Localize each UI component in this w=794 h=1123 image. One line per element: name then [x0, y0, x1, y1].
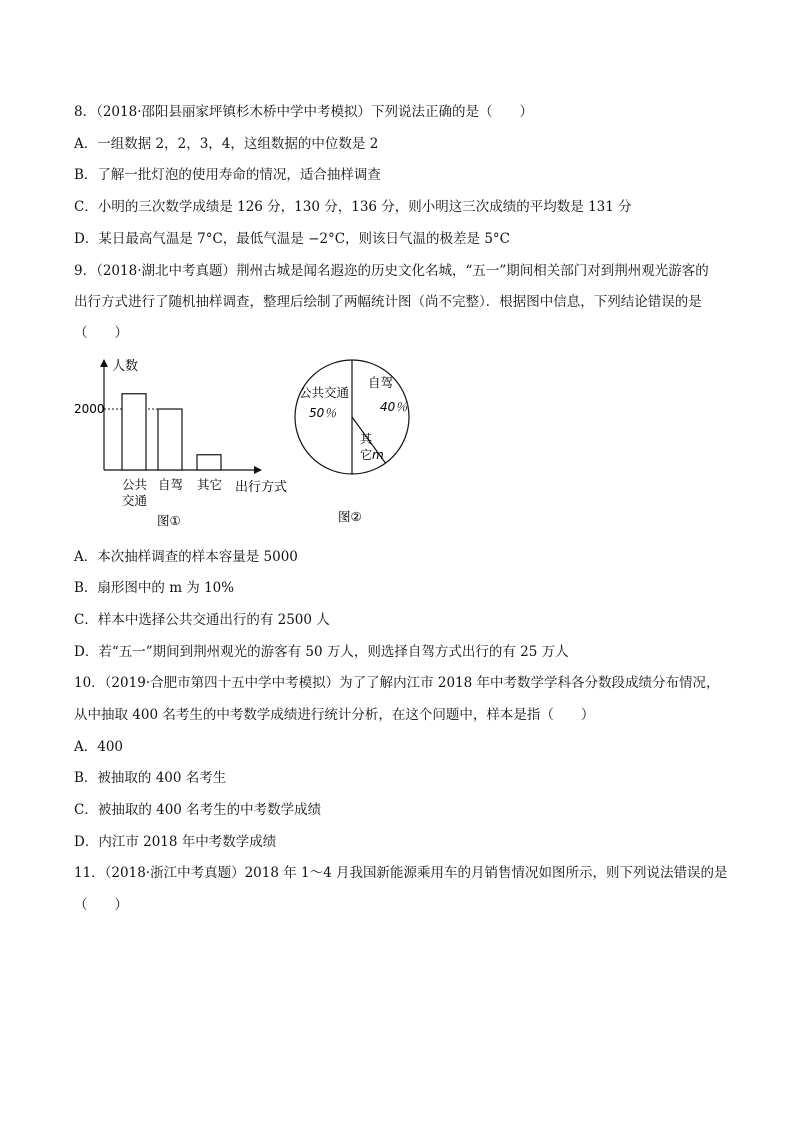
bar-category-label-2: 其它	[197, 477, 223, 492]
bar-chart	[74, 358, 287, 528]
q9-option-b: B．扇形图中的 m 为 10%	[74, 580, 235, 596]
q8-option-c: C．小明的三次数学成绩是 126 分，130 分，136 分，则小明这三次成绩的平均数是 131 分	[74, 199, 632, 215]
pie-value-selfdrive: 40％	[380, 400, 408, 414]
bar-x-axis-arrow	[254, 466, 262, 474]
q9-option-d: D．若“五一”期间到荆州观光的游客有 50 万人，则选择自驾方式出行的有 25 万人	[74, 644, 569, 660]
bar-y-axis-arrow	[100, 359, 108, 367]
q10-option-c: C．被抽取的 400 名考生的中考数学成绩	[74, 802, 322, 818]
q8-option-d: D．某日最高气温是 7°C，最低气温是 −2°C，则该日气温的极差是 5°C	[74, 231, 511, 247]
q9-stem-line3: （ ）	[74, 325, 128, 341]
pie-label-public: 公共交通	[299, 385, 350, 400]
bar-xlabel: 出行方式	[235, 480, 288, 495]
bar-0	[122, 394, 146, 470]
q10-option-a: A．400	[74, 739, 124, 755]
q11-stem-line1: 11．（2018·浙江中考真题）2018 年 1～4 月我国新能源乘用车的月销售情况如图所示，则下列说法错误的是	[74, 865, 728, 881]
bar-2	[197, 455, 221, 470]
q9-figures	[0, 345, 794, 545]
pie-caption: 图②	[338, 509, 362, 524]
bar-category-label-0-line2: 交通	[122, 493, 148, 508]
q10-stem-line1: 10．（2019·合肥市第四十五中学中考模拟）为了了解内江市 2018 年中考数学学科各分数段成绩分布情况，	[74, 675, 720, 691]
q8-option-b: B．了解一批灯泡的使用寿命的情况，适合抽样调查	[74, 167, 381, 183]
q10-option-b: B．被抽取的 400 名考生	[74, 770, 227, 786]
pie-label-selfdrive: 自驾	[368, 375, 394, 390]
q11-stem-line2: （ ）	[74, 897, 128, 913]
q8-option-a: A．一组数据 2，2，3，4，这组数据的中位数是 2	[74, 136, 379, 152]
pie-label-other: 其	[360, 432, 373, 446]
bar-1	[158, 409, 182, 470]
bar-caption: 图①	[157, 513, 181, 528]
pie-label-other-line2: 它	[360, 448, 373, 462]
q10-option-d: D．内江市 2018 年中考数学成绩	[74, 834, 277, 850]
bar-category-label-0-line1: 公共	[122, 477, 148, 492]
bar-ytick-2000: 2000	[74, 402, 105, 416]
q9-stem-line2: 出行方式进行了随机抽样调查，整理后绘制了两幅统计图（尚不完整）．根据图中信息，下列结论错误的是	[74, 294, 702, 310]
q10-stem-line2: 从中抽取 400 名考生的中考数学成绩进行统计分析，在这个问题中，样本是指（ ）	[74, 707, 595, 723]
q8-stem: 8．（2018·邵阳县丽家坪镇杉木桥中学中考模拟）下列说法正确的是（ ）	[74, 104, 533, 120]
pie-value-other: m	[372, 448, 384, 462]
q9-option-c: C．样本中选择公共交通出行的有 2500 人	[74, 612, 330, 628]
bar-ylabel: 人数	[112, 359, 139, 374]
pie-value-public: 50％	[309, 406, 337, 420]
pie-chart	[295, 360, 409, 524]
q9-option-a: A．本次抽样调查的样本容量是 5000	[74, 549, 298, 565]
q9-stem-line1: 9．（2018·湖北中考真题）荆州古城是闻名遐迩的历史文化名城，“五一”期间相关部门对到荆州观光游客的	[74, 263, 709, 279]
bar-category-label-1: 自驾	[158, 477, 184, 492]
